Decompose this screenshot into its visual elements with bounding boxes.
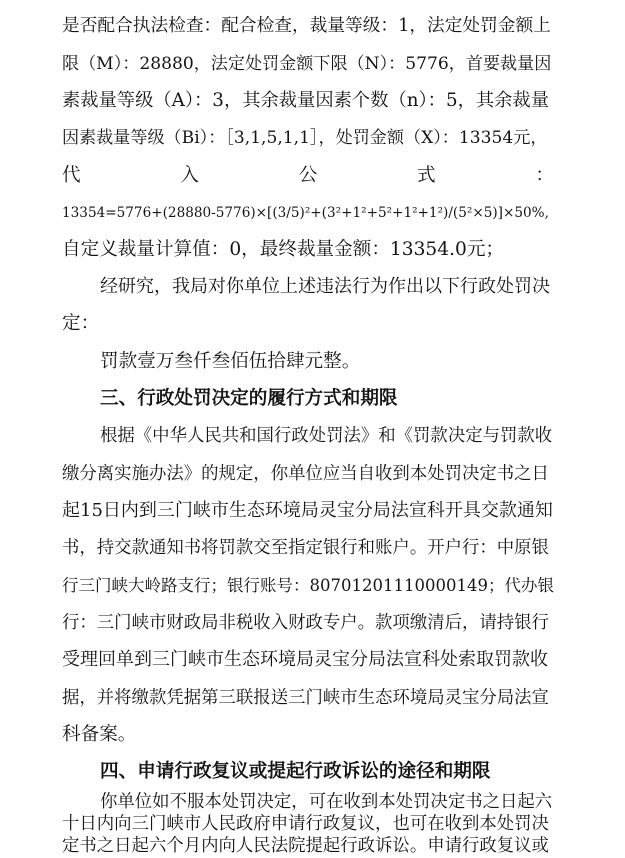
text-line: 定：	[62, 313, 100, 334]
text-line: 素裁量等级（A）：3，其余裁量因素个数（n）：5，其余裁量	[62, 90, 549, 111]
text-line: 受理回单到三门峡市生态环境局灵宝分局法宣科处索取罚款收	[62, 649, 548, 670]
text-line: 起15日内到三门峡市生态环境局灵宝分局法宣科开具交款通知	[62, 500, 553, 521]
substitute-formula-label	[62, 164, 554, 188]
text-line: 定书之日起六个月内向人民法院提起行政诉讼。申请行政复议或	[62, 836, 549, 856]
text-line: 因素裁量等级（Bi）：［3,1,5,1,1］，处罚金额（X）：13354元，	[62, 128, 548, 148]
section-heading-4: 四、申请行政复议或提起行政诉讼的途径和期限	[100, 761, 491, 782]
paragraph-start: 根据《中华人民共和国行政处罚法》和《罚款决定与罚款收	[100, 426, 553, 446]
text-line: 行三门峡大岭路支行；银行账号：80701201110000149；代办银	[62, 576, 554, 595]
section-heading-3: 三、行政处罚决定的履行方式和期限	[100, 388, 398, 409]
paragraph-start: 你单位如不服本处罚决定，可在收到本处罚决定书之日起六	[100, 792, 553, 812]
label-char: 式	[417, 165, 436, 186]
label-char: 入	[180, 165, 199, 186]
text-line: 据，并将缴款凭据第三联报送三门峡市生态环境局灵宝分局法宣	[62, 688, 549, 708]
penalty-formula: 13354=5776+(28880-5776)×[(3/5)²+(3²+1²+5²+1²+1²)/(5²×5)]×50%,	[62, 205, 549, 221]
text-line: 科备案。	[62, 724, 137, 745]
text-line: 缴分离实施办法》的规定，你单位应当自收到本处罚决定书之日	[62, 464, 549, 484]
label-char: 公	[298, 165, 318, 186]
text-line: 是否配合执法检查：配合检查，裁量等级：1，法定处罚金额上	[62, 16, 551, 36]
label-char: ：	[535, 165, 554, 186]
text-line: 书，持交款通知书将罚款交至指定银行和账户。开户行：中原银	[62, 538, 549, 558]
text-line: 十日内向三门峡市人民政府申请行政复议，也可在收到本处罚决	[62, 814, 549, 834]
text-line: 限（M）：28880，法定处罚金额下限（N）：5776，首要裁量因	[62, 54, 552, 74]
text-line: 行：三门峡市财政局非税收入财政专户。款项缴清后，请持银行	[62, 613, 549, 633]
text-line: 自定义裁量计算值：0，最终裁量金额：13354.0元；	[62, 239, 505, 260]
paragraph-start: 经研究，我局对你单位上述违法行为作出以下行政处罚决	[100, 276, 550, 297]
label-char: 代	[62, 165, 81, 186]
penalty-amount: 罚款壹万叁仟叁佰伍拾肆元整。	[100, 351, 361, 372]
